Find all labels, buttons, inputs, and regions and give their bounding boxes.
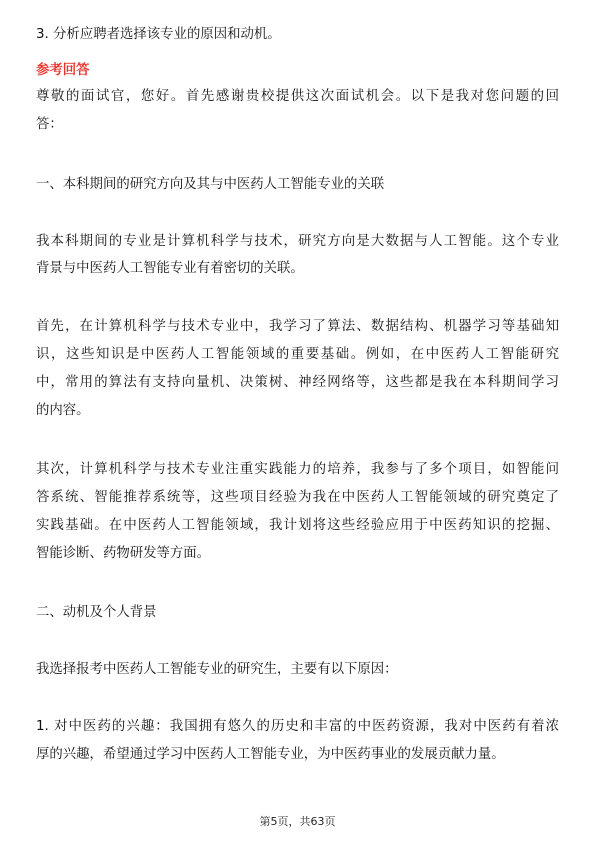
question-text: 3. 分析应聘者选择该专业的原因和动机。	[36, 27, 281, 42]
item1-line-2: 厚的兴趣，希望通过学习中医药人工智能专业，为中医药事业的发展贡献力量。	[36, 747, 505, 762]
para3-line-4: 智能诊断、药物研发等方面。	[36, 546, 211, 561]
para2-line-3: 中，常用的算法有支持向量机、决策树、神经网络等，这些都是我在本科期间学习	[36, 375, 559, 390]
section-1-title: 一、本科期间的研究方向及其与中医药人工智能专业的关联	[36, 177, 385, 192]
section-2-title: 二、动机及个人背景	[36, 605, 157, 620]
para3-line-2: 答系统、智能推荐系统等，这些项目经验为我在中医药人工智能领域的研究奠定了	[36, 490, 559, 505]
para3-line-1: 其次，计算机科学与技术专业注重实践能力的培养，我参与了多个项目，如智能问	[36, 462, 559, 477]
intro-line-2: 答：	[36, 117, 63, 132]
para4-text: 我选择报考中医药人工智能专业的研究生，主要有以下原因：	[36, 662, 398, 677]
para2-line-1: 首先，在计算机科学与技术专业中，我学习了算法、数据结构、机器学习等基础知	[36, 319, 559, 334]
para1-line-2: 背景与中医药人工智能专业有着密切的关联。	[36, 261, 304, 276]
para3-line-3: 实践基础。在中医药人工智能领域，我计划将这些经验应用于中医药知识的挖掘、	[36, 518, 559, 533]
reference-answer-heading: 参考回答	[36, 63, 90, 78]
para2-line-2: 识，这些知识是中医药人工智能领域的重要基础。例如，在中医药人工智能研究	[36, 347, 559, 362]
para1-line-1: 我本科期间的专业是计算机科学与技术，研究方向是大数据与人工智能。这个专业	[36, 234, 559, 249]
intro-line-1: 尊敬的面试官，您好。首先感谢贵校提供这次面试机会。以下是我对您问题的回	[36, 89, 559, 104]
page-number-footer: 第5页，共63页	[259, 815, 336, 828]
para2-line-4: 的内容。	[36, 403, 90, 418]
item1-line-1: 1. 对中医药的兴趣：我国拥有悠久的历史和丰富的中医药资源，我对中医药有着浓	[36, 719, 559, 734]
